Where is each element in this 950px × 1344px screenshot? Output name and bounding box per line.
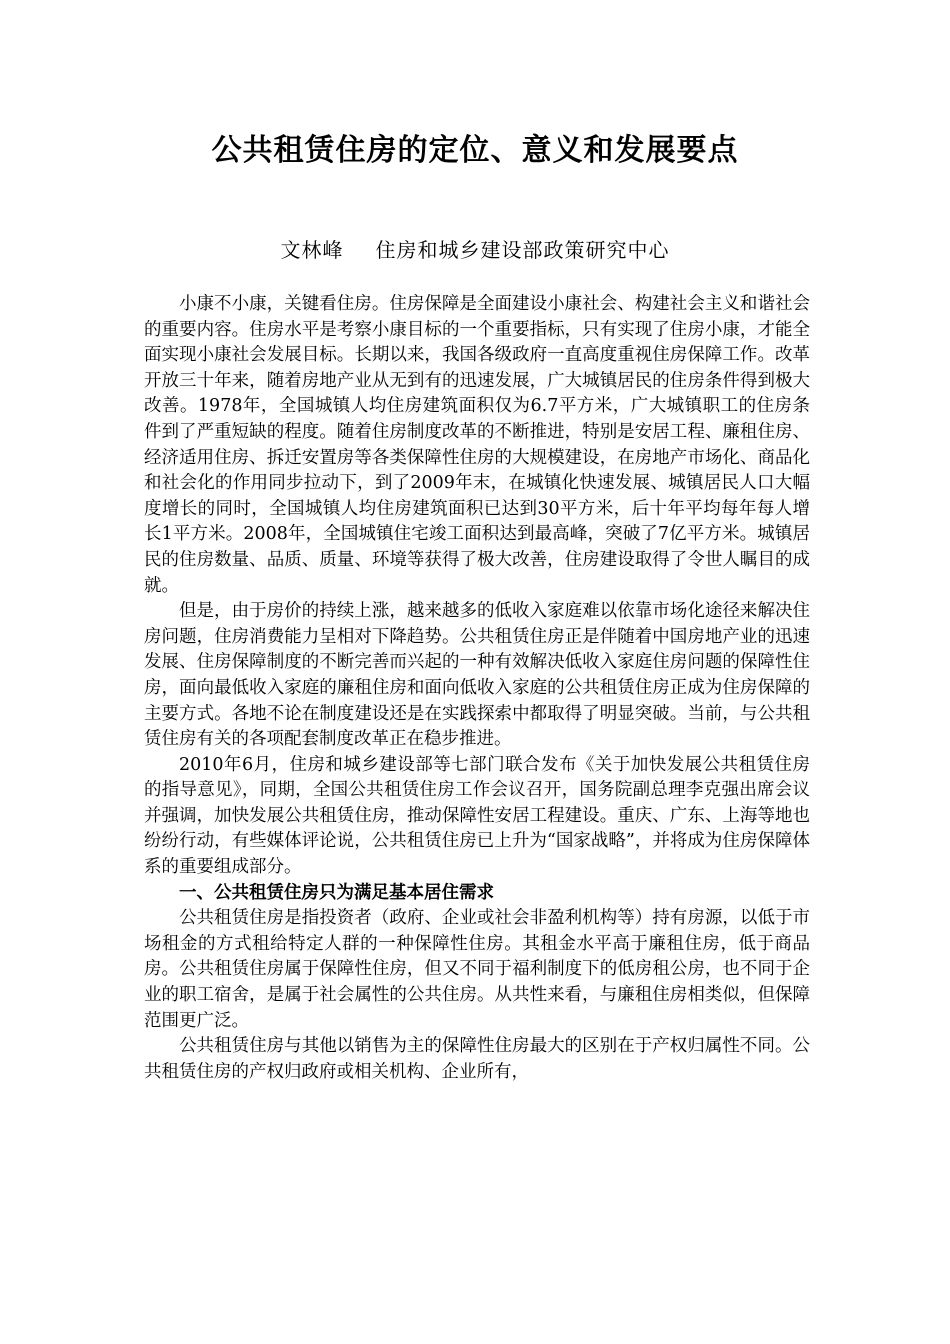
section-heading-1: 一、公共租赁住房只为满足基本居住需求 xyxy=(179,882,494,903)
paragraph-housing-prices: 但是，由于房价的持续上涨，越来越多的低收入家庭难以依靠市场化途径来解决住房问题，住房消费能力呈相对下降趋势。公共租赁住房正是伴随着中国房地产业的迅速发展、住房保障制度的不断完善而兴起的一种有效解决低收入家庭住房问题的保障性住房，面向最低收入家庭的廉租住房和面向低收入家庭的公共租赁住房正成为住房保障的主要方式。各地不论在制度建设还是在实践探索中都取得了明显突破。当前，与公共租赁住房有关的各项配套制度改革正在稳步推进。 xyxy=(144,601,810,750)
paragraph-definition: 公共租赁住房是指投资者（政府、企业或社会非盈利机构等）持有房源，以低于市场租金的方式租给特定人群的一种保障性住房。其租金水平高于廉租住房，低于商品房。公共租赁住房属于保障性住房，但又不同于福利制度下的低房租公房，也不同于企业的职工宿舍，是属于社会属性的公共住房。从共性来看，与廉租住房相类似，但保障范围更广泛。 xyxy=(144,908,810,1031)
paragraph-intro: 小康不小康，关键看住房。住房保障是全面建设小康社会、构建社会主义和谐社会的重要内容。住房水平是考察小康目标的一个重要指标，只有实现了住房小康，才能全面实现小康社会发展目标。长期以来，我国各级政府一直高度重视住房保障工作。改革开放三十年来，随着房地产业从无到有的迅速发展，广大城镇居民的住房条件得到极大改善。1978年，全国城镇人均住房建筑面积仅为6.7平方米，广大城镇职工的住房条件到了严重短缺的程度。随着住房制度改革的不断推进，特别是安居工程、廉租住房、经济适用住房、拆迁安置房等各类保障性住房的大规模建设，在房地产市场化、商品化和社会化的作用同步拉动下，到了2009年末，在城镇化快速发展、城镇居民人口大幅度增长的同时，全国城镇人均住房建筑面积已达到30平方米，后十年平均每年每人增长1平方米。2008年，全国城镇住宅竣工面积达到最高峰，突破了7亿平方米。城镇居民的住房数量、品质、质量、环境等获得了极大改善，住房建设取得了令世人瞩目的成就。 xyxy=(144,294,810,596)
paragraph-policy-2010: 2010年6月，住房和城乡建设部等七部门联合发布《关于加快发展公共租赁住房的指导意见》，同期，全国公共租赁住房工作会议召开，国务院副总理李克强出席会议并强调，加快发展公共租赁住房，推动保障性安居工程建设。重庆、广东、上海等地也纷纷行动，有些媒体评论说，公共租赁住房已上升为“国家战略”，并将成为住房保障体系的重要组成部分。 xyxy=(144,754,810,878)
author-name: 文林峰 xyxy=(280,238,344,262)
paragraph-property-rights: 公共租赁住房与其他以销售为主的保障性住房最大的区别在于产权归属性不同。公共租赁住房的产权归政府或相关机构、企业所有， xyxy=(144,1036,810,1082)
author-affiliation: 住房和城乡建设部政策研究中心 xyxy=(375,238,670,262)
document-title: 公共租赁住房的定位、意义和发展要点 xyxy=(211,133,739,168)
byline xyxy=(0,232,950,268)
document-body xyxy=(144,292,810,1085)
